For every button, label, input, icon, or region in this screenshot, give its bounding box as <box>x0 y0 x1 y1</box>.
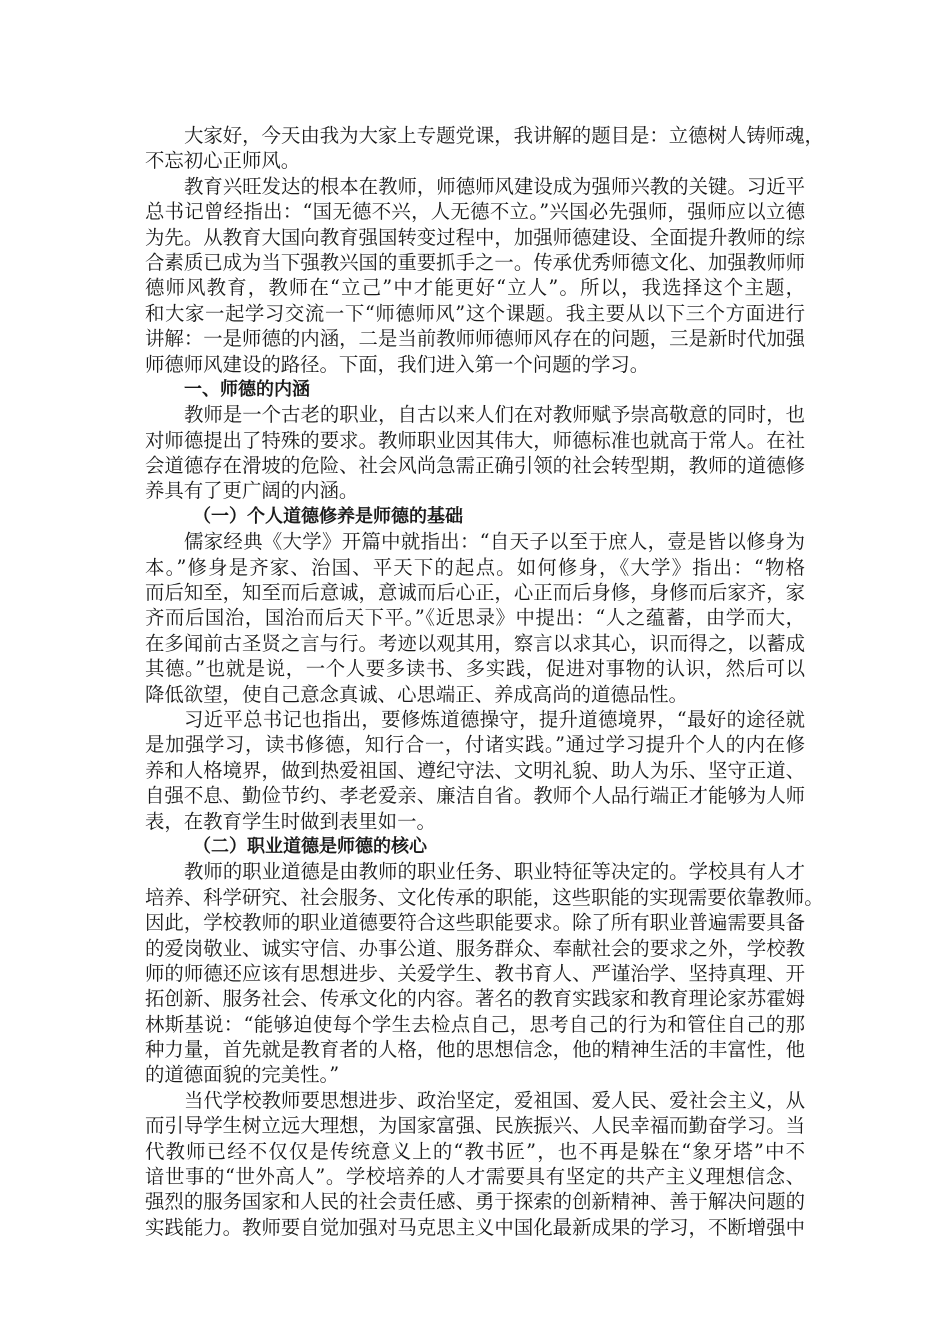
text-line: 儒家经典《大学》开篇中就指出：“自天子以至于庶人，壹是皆以修身为 <box>184 530 805 554</box>
text-line: 实践能力。教师要自觉加强对马克思主义中国化最新成果的学习，不断增强中 <box>145 1215 805 1239</box>
text-line: 教育兴旺发达的根本在教师，师德师风建设成为强师兴教的关键。习近平 <box>184 174 805 198</box>
text-line: 强烈的服务国家和人民的社会责任感、勇于探索的创新精神、善于解决问题的 <box>145 1190 805 1214</box>
text-line: 和大家一起学习交流一下“师德师风”这个课题。我主要从以下三个方面进行 <box>145 301 805 325</box>
text-line: 自强不息、勤俭节约、孝老爱亲、廉洁自省。教师个人品行端正才能够为人师 <box>145 784 805 808</box>
text-line: 其德。”也就是说，一个人要多读书、多实践，促进对事物的认识，然后可以 <box>145 657 805 681</box>
text-line: 降低欲望，使自己意念真诚、心思端正、养成高尚的道德品性。 <box>145 682 688 706</box>
document-page <box>145 123 824 1240</box>
text-line: 养和人格境界，做到热爱祖国、遵纪守法、文明礼貌、助人为乐、坚守正道、 <box>145 758 805 782</box>
text-line: 是加强学习，读书修德，知行合一，付诸实践。”通过学习提升个人的内在修 <box>145 733 805 757</box>
text-line: 的道德面貌的完美性。” <box>145 1063 340 1087</box>
text-line: 大家好，今天由我为大家上专题党课，我讲解的题目是：立德树人铸师魂， <box>184 124 824 147</box>
paragraph-4 <box>145 529 805 707</box>
text-line: 谙世事的“世外高人”。学校培养的人才需要具有坚定的共产主义理想信念、 <box>145 1165 805 1189</box>
text-line: 当代学校教师要思想进步、政治坚定，爱祖国、爱人民、爱社会主义，从 <box>184 1088 805 1112</box>
text-line: 表，在教育学生时做到表里如一。 <box>145 809 436 833</box>
text-line: 为先。从教育大国向教育强国转变过程中，加强师德建设、全面提升教师的综 <box>145 225 805 249</box>
text-line: 对师德提出了特殊的要求。教师职业因其伟大，师德标准也就高于常人。在社 <box>145 428 805 452</box>
paragraph-3 <box>145 402 805 504</box>
text-line: 不忘初心正师风。 <box>145 149 301 173</box>
text-line: 会道德存在滑坡的危险、社会风尚急需正确引领的社会转型期，教师的道德修 <box>145 454 805 478</box>
paragraph-2 <box>145 174 805 377</box>
text-line: 总书记曾经指出：“国无德不兴，人无德不立。”兴国必先强师，强师应以立德 <box>145 200 805 224</box>
text-line: 师德师风建设的路径。下面，我们进入第一个问题的学习。 <box>145 352 650 376</box>
text-line: 德师风教育，教师在“立己”中才能更好“立人”。所以，我选择这个主题， <box>145 276 805 300</box>
text-line: 本。”修身是齐家、治国、平天下的起点。如何修身，《大学》指出：“物格 <box>145 555 805 579</box>
paragraph-7 <box>145 1088 805 1240</box>
text-line: 师的师德还应该有思想进步、关爱学生、教书育人、严谨治学、坚持真理、开 <box>145 961 805 985</box>
paragraph-intro <box>145 123 824 174</box>
text-line: 因此，学校教师的职业道德要符合这些职能要求。除了所有职业普遍需要具备 <box>145 911 805 935</box>
text-line: 教师的职业道德是由教师的职业任务、职业特征等决定的。学校具有人才 <box>184 860 805 884</box>
text-line: 培养、科学研究、社会服务、文化传承的职能，这些职能的实现需要依靠教师。 <box>145 885 824 909</box>
text-line: 林斯基说：“能够迫使每个学生去检点自己，思考自己的行为和管住自己的那 <box>145 1012 805 1036</box>
subsection-heading-1: （一）个人道德修养是师德的基础 <box>193 505 463 527</box>
text-line: 代教师已经不仅仅是传统意义上的“教书匠”，也不再是躲在“象牙塔”中不 <box>145 1139 805 1163</box>
text-line: 养具有了更广阔的内涵。 <box>145 479 359 503</box>
text-line: 的爱岗敬业、诚实守信、办事公道、服务群众、奉献社会的要求之外，学校教 <box>145 936 805 960</box>
text-line: 讲解：一是师德的内涵，二是当前教师师德师风存在的问题，三是新时代加强 <box>145 327 805 351</box>
text-line: 种力量，首先就是教育者的人格，他的思想信念，他的精神生活的丰富性，他 <box>145 1038 805 1062</box>
text-line: 而后知至，知至而后意诚，意诚而后心正，心正而后身修，身修而后家齐，家 <box>145 581 805 605</box>
section-heading-1: 一、师德的内涵 <box>184 378 310 400</box>
paragraph-5 <box>145 707 805 834</box>
text-line: 而引导学生树立远大理想，为国家富强、民族振兴、人民幸福而勤奋学习。当 <box>145 1114 805 1138</box>
text-line: 教师是一个古老的职业，自古以来人们在对教师赋予崇高敬意的同时，也 <box>184 403 805 427</box>
paragraph-6 <box>145 859 824 1088</box>
text-line: 习近平总书记也指出，要修炼道德操守，提升道德境界，“最好的途径就 <box>184 707 805 731</box>
text-line: 合素质已成为当下强教兴国的重要抓手之一。传承优秀师德文化、加强教师师 <box>145 250 805 274</box>
text-line: 齐而后国治，国治而后天下平。”《近思录》中提出：“人之蕴蓄，由学而大， <box>145 606 805 630</box>
text-line: 拓创新、服务社会、传承文化的内容。著名的教育实践家和教育理论家苏霍姆 <box>145 987 805 1011</box>
text-line: 在多闻前古圣贤之言与行。考迹以观其用，察言以求其心，识而得之，以蓄成 <box>145 631 805 655</box>
subsection-heading-2: （二）职业道德是师德的核心 <box>193 835 427 857</box>
